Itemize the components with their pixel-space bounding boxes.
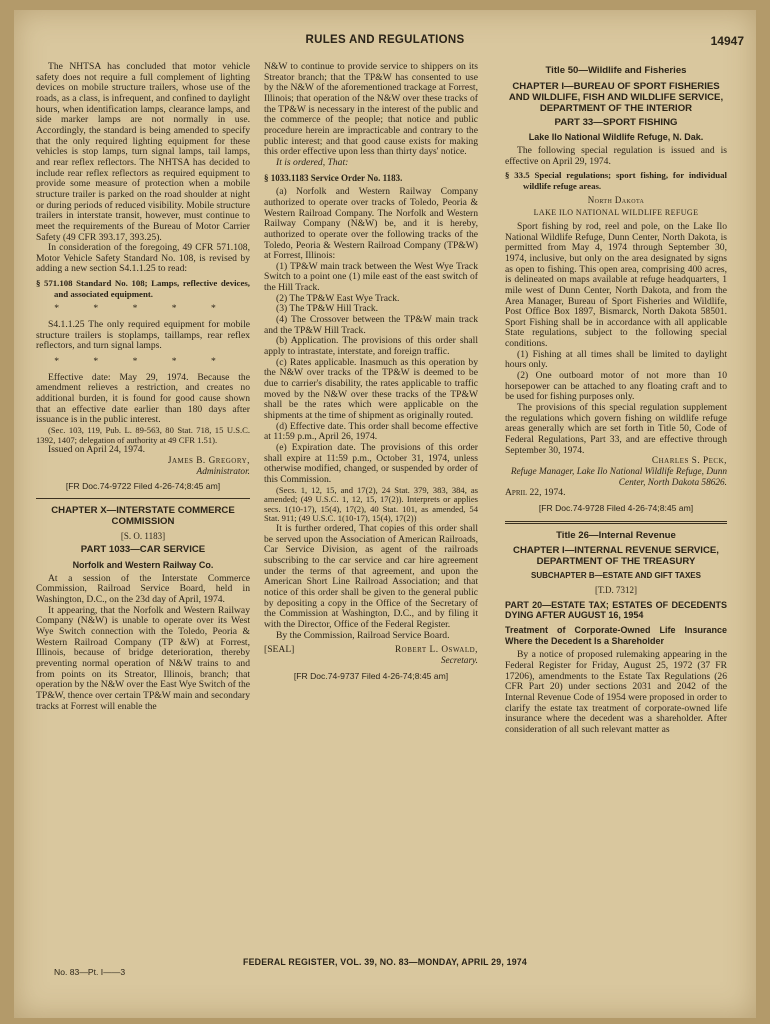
- state-heading: North Dakota: [587, 194, 645, 205]
- ellipsis-stars: * * * * *: [54, 356, 232, 368]
- divider: [36, 498, 250, 499]
- td-ref: [T.D. 7312]: [594, 584, 638, 595]
- page-header: [14, 34, 756, 54]
- title-heading: Title 26—Internal Revenue: [556, 529, 676, 541]
- citation: (Sec. 103, 119, Pub. L. 89-563, 80 Stat. 718, 15 U.S.C. 1392, 1407; delegation of authority at 49 CFR 1.51).: [36, 425, 250, 445]
- paragraph: It is further ordered, That copies of this order shall be served upon the Association of American Railroads, Car Service Division, as agent of the railroads subscribing to the car service and car hire agreement under the terms of that agreement, and upon the American Short Line Railroad Association; and that notice of this order shall be given to the general public by depositing a copy in the Office of the Secretary of the Commission at Washington, D.C., and by filing it with the Director, Office of the Federal Register.: [264, 522, 478, 630]
- paragraph: At a session of the Interstate Commerce Commission, Railroad Service Board, held in Washington, D.C., on the 23d day of April, 1974.: [36, 572, 250, 606]
- signed-date: April 22, 1974.: [505, 487, 566, 499]
- subheading: Norfolk and Western Railway Co.: [72, 560, 214, 571]
- paragraph: It appearing, that the Norfolk and Western Railway Company (N&W) is unable to operate over its West Wye Switch connection with the Toledo, Peoria & Western Railroad Company (TP &W) at Forrest, Illinois, because of bridge deterioration, thereby preventing normal operation of N&W trains to and from points on its Streator, Illinois, branch; that operation by the N&W over the East Wye Switch of the TP&W, thence over certain TP&W main and secondary tracks at Forrest will enable the: [36, 604, 250, 712]
- paragraph: The NHTSA has concluded that motor vehicle safety does not require a full complement of lighting devices on mobile structure trailers, whose use of the roads, as a class, is infrequent, and confined to daylight hours, when identification lamps, clearance lamps, and side marker lamps are not normally in use. Accordingly, the standard is being amended to specify that the only required lighting equipment for these vehicles is stop lamps, turn signal lamps, tail lamps, and rear reflex reflectors. The NHTSA has decided to include rear reflex reflectors as required equipment to provide some measure of protection when a mobile structure trailer is parked on the road shoulder at night or during periods of reduced visibility. Mobile structure trailers in interstate transit, however, must continue to meet the requirements of the Bureau of Motor Carrier Safety (49 CFR 393.17, 393.25).: [36, 61, 250, 243]
- section-heading: § 571.108 Standard No. 108; Lamps, reflective devices, and associated equipment.: [36, 278, 250, 299]
- signer-name: James B. Gregory,: [167, 455, 250, 466]
- section-heading: § 1033.1183 Service Order No. 1183.: [264, 172, 403, 183]
- signature-block: [505, 456, 727, 488]
- signer-title: Refuge Manager, Lake Ilo National Wildlife Refuge, Dunn Center, North Dakota 58626.: [510, 467, 727, 488]
- paragraph: Sport fishing by rod, reel and pole, on the Lake Ilo National Wildlife Refuge, Dunn Center, North Dakota, is permitted from May 4, 1974 through September 30, 1974, inclusive, but only on the area designated by signs as open to fishing. This open area, comprising 400 acres, is delineated on maps available at refuge headquarters, 1 mile west of Dunn Center, North Dakota, and from the Area Manager, Bureau of Sport Fisheries and Wildlife, Post Office Box 1897, Bismarck, North Dakota 58501. Sport Fishing shall be in accordance with all applicable State regulations, subject to the following special conditions.: [505, 220, 727, 350]
- paragraph: N&W to continue to provide service to shippers on its Streator branch; that the TP&W has consented to use by the N&W of the aforementioned trackage at Forrest, Illinois; that operation of the N&W over these tracks of the TP&W is necessary in the interest of the public and the commerce of the people; that notice and public procedure herein are impracticable and contrary to the public interest; and that good cause exists for making this order effective upon less than thirty days' notice.: [264, 61, 478, 158]
- paragraph: In consideration of the foregoing, 49 CFR 571.108, Motor Vehicle Safety Standard No. 108, is revised by adding a new section S4.1.1.25 to read:: [36, 242, 250, 275]
- column-left: [36, 62, 250, 712]
- ellipsis-stars: * * * * *: [54, 303, 232, 315]
- signer-title: Secretary.: [440, 655, 478, 666]
- list-item: (3) The TP&W Hill Track.: [276, 303, 379, 315]
- paragraph: (d) Effective date. This order shall become effective at 11:59 p.m., April 26, 1974.: [264, 420, 478, 443]
- citation: (Secs. 1, 12, 15, and 17(2), 24 Stat. 379, 383, 384, as amended; (49 U.S.C. 1, 12, 15, 17(2)). Interprets or applies secs. 1(10-17), 15(4), 17(2), 40 Stat. 101, as amended, 54 Stat. 911; (49 U.S.C. 1(10-17), 15(4), 17(2)): [264, 484, 478, 524]
- seal-mark: [SEAL]: [264, 644, 295, 656]
- paragraph: (e) Expiration date. The provisions of this order shall expire at 11:59 p.m., October 31, 1974, unless otherwise modified, changed, or suspended by order of this Commission.: [264, 441, 478, 485]
- divider: [505, 521, 727, 524]
- signature-row: [264, 645, 478, 666]
- service-order-ref: [S. O. 1183]: [120, 530, 166, 541]
- signature-block: [395, 645, 478, 666]
- list-item: (1) Fishing at all times shall be limited to daylight hours only.: [505, 348, 727, 371]
- column-middle: [264, 62, 478, 685]
- list-item: (4) The Crossover between the TP&W main track and the TP&W Hill Track.: [264, 314, 478, 336]
- part-heading: PART 20—ESTATE TAX; ESTATES OF DECEDENTS DYING AFTER AUGUST 16, 1954: [505, 599, 727, 621]
- signer-name: Robert L. Oswald,: [394, 645, 478, 656]
- page-number: 14947: [710, 34, 744, 48]
- part-heading: PART 1033—CAR SERVICE: [80, 544, 206, 556]
- refuge-heading: Lake Ilo National Wildlife Refuge, N. Dak.: [528, 132, 704, 143]
- ordered-line: It is ordered, That:: [276, 156, 349, 168]
- paragraph: (b) Application. The provisions of this order shall apply to intrastate, interstate, and foreign traffic.: [264, 335, 478, 358]
- section-heading: § 33.5 Special regulations; sport fishing, for individual wildlife refuge areas.: [505, 170, 727, 191]
- paragraph: The provisions of this special regulation supplement the regulations which govern fishing on wildlife refuge areas generally which are set forth in Title 50, Code of Federal Regulations, Part 33, and are effective through September 30, 1974.: [505, 402, 727, 456]
- footer-publication: FEDERAL REGISTER, VOL. 39, NO. 83—MONDAY, APRIL 29, 1974: [243, 957, 527, 967]
- fr-doc-line: [FR Doc.74-9722 Filed 4-26-74;8:45 am]: [65, 481, 221, 492]
- part-heading: PART 33—SPORT FISHING: [554, 116, 678, 128]
- document-page: [14, 10, 756, 1018]
- paragraph: S4.1.1.25 The only required equipment for mobile structure trailers is stoplamps, taillamps, rear reflex reflectors, and turn signal lamps.: [36, 319, 250, 352]
- subchapter-heading: SUBCHAPTER B—ESTATE AND GIFT TAXES: [531, 571, 701, 581]
- paragraph: Effective date: May 29, 1974. Because the amendment relieves a restriction, and creates no additional burden, it is found for good cause shown that an effective date earlier than 180 days after issuance is in the public interest.: [36, 371, 250, 426]
- footer-issue: No. 83—Pt. I——3: [54, 967, 126, 977]
- signer-title: Administrator.: [196, 466, 250, 477]
- chapter-heading: CHAPTER X—INTERSTATE COMMERCE COMMISSION: [51, 504, 235, 527]
- chapter-heading: CHAPTER I—BUREAU OF SPORT FISHERIES AND WILDLIFE, FISH AND WILDLIFE SERVICE, DEPARTMENT OF THE INTERIOR: [508, 80, 724, 114]
- paragraph: By the Commission, Railroad Service Board.: [276, 629, 450, 641]
- list-item: (2) One outboard motor of not more than 10 horsepower can be attached to any floating craft and to be used for fishing purposes only.: [505, 370, 727, 403]
- signer-name: Charles S. Peck,: [651, 456, 727, 467]
- paragraph: By a notice of proposed rulemaking appearing in the Federal Register for Friday, August 25, 1972 (37 FR 17206), amendments to the Estate Tax Regulations (26 CFR Part 20) under sections 2031 and 2042 of the Internal Revenue Code of 1954 were proposed in order to clarify the estate tax treatment of corporate-owned life insurance where the decedent was a shareholder. After consideration of all such relevant matter as: [505, 649, 727, 735]
- fr-doc-line: [FR Doc.74-9737 Filed 4-26-74;8:45 am]: [293, 670, 449, 681]
- fr-doc-line: [FR Doc.74-9728 Filed 4-26-74;8:45 am]: [538, 502, 694, 513]
- paragraph: (c) Rates applicable. Inasmuch as this operation by the N&W over tracks of the TP&W is deemed to be due to carrier's disability, the rates applicable to traffic moved by the N&W over these tracks of the TP&W shall be the rates which were applicable on the shipments at the time of shipment as originally routed.: [264, 356, 478, 421]
- page-title: RULES AND REGULATIONS: [305, 34, 465, 46]
- chapter-heading: CHAPTER I—INTERNAL REVENUE SERVICE, DEPARTMENT OF THE TREASURY: [513, 545, 719, 568]
- signature-block: [36, 456, 250, 477]
- treatment-heading: Treatment of Corporate-Owned Life Insurance Where the Decedent Is a Shareholder: [505, 624, 727, 646]
- paragraph: The following special regulation is issued and is effective on April 29, 1974.: [505, 144, 727, 167]
- paragraph: (a) Norfolk and Western Railway Company authorized to operate over tracks of Toledo, Peoria & Western Railroad Company. The Norfolk and Western Railway Company (N&W) be, and it is hereby, authorized to operate over the following tracks of the Toledo, Peoria & Western Railroad Company (TP&W) at Forrest, Illinois:: [264, 186, 478, 262]
- issued-date: Issued on April 24, 1974.: [48, 444, 146, 456]
- title-heading: Title 50—Wildlife and Fisheries: [545, 65, 687, 76]
- area-heading: LAKE ILO NATIONAL WILDLIFE REFUGE: [533, 208, 699, 218]
- list-item: (2) The TP&W East Wye Track.: [276, 292, 400, 304]
- list-item: (1) TP&W main track between the West Wye Track Switch to a point one (1) mile east of the east switch of the Hill Track.: [264, 260, 478, 294]
- column-right: [505, 62, 727, 735]
